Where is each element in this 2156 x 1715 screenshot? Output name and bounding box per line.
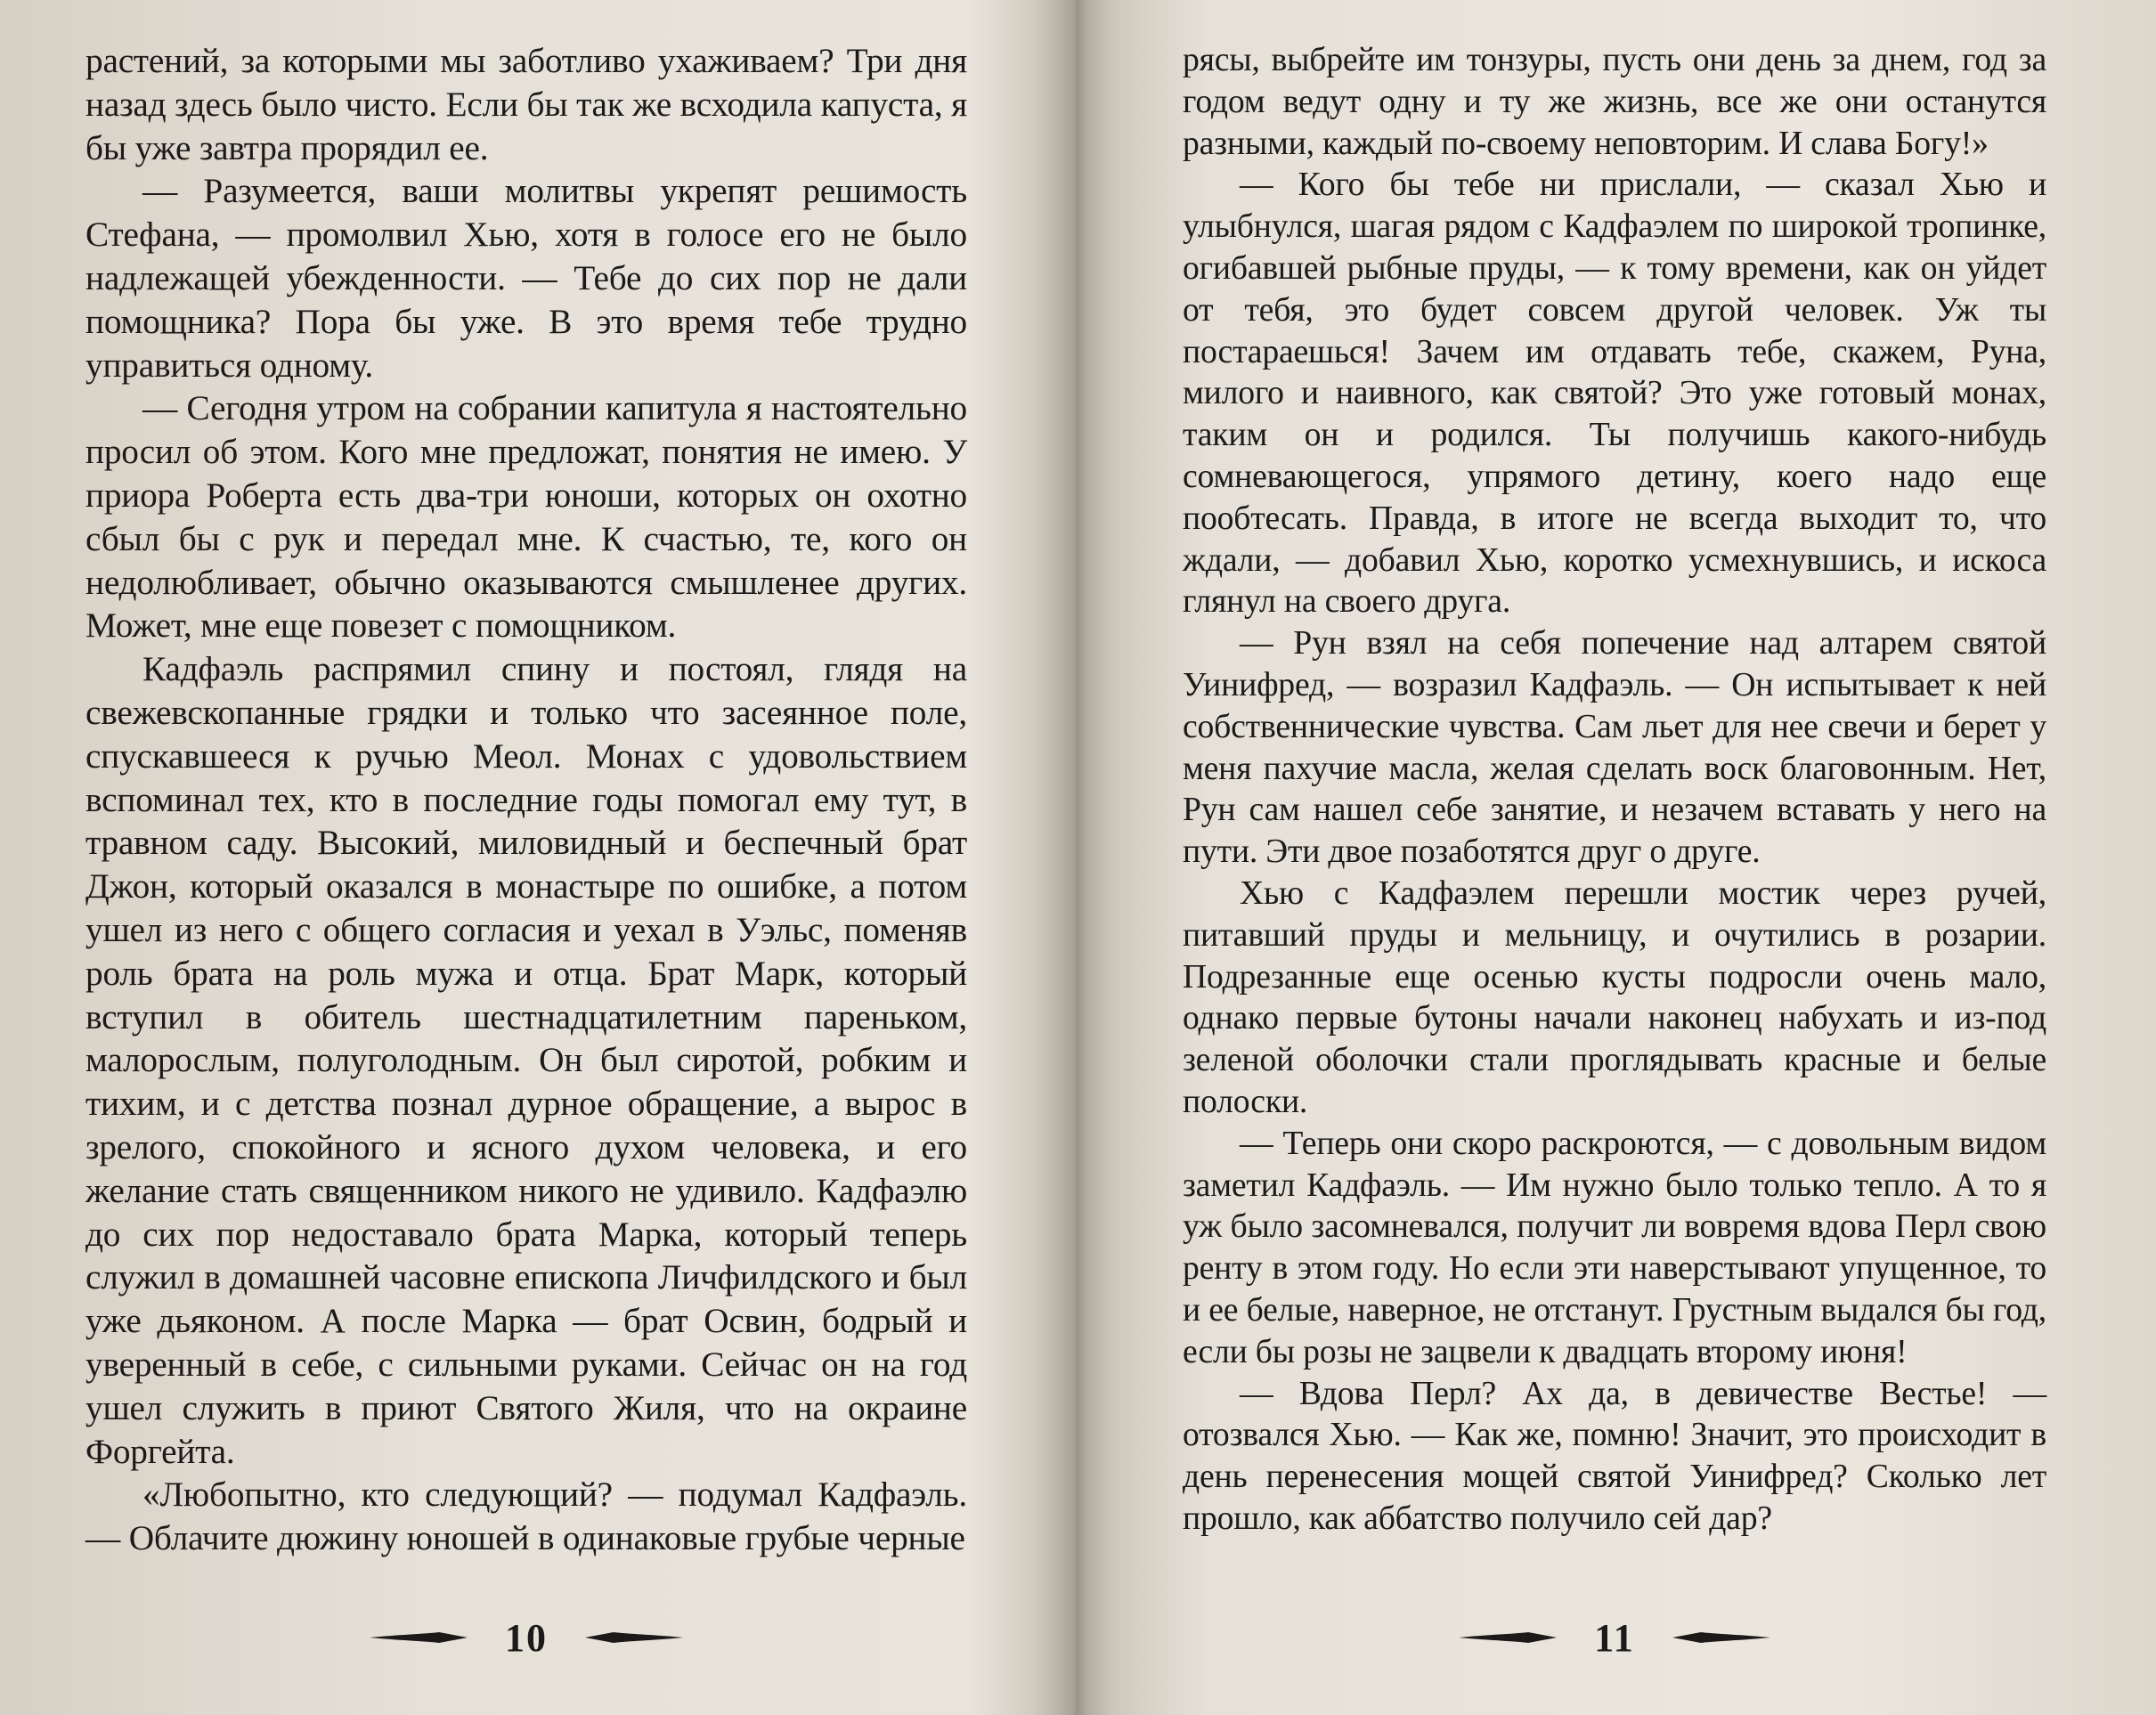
paragraph: рясы, выбрейте им тонзуры, пусть они день за днем, год за годом ведут одну и ту же жизнь, все же они останутся разными, каждый по-своему неповторим. И слава Богу!» bbox=[1183, 41, 2046, 162]
page-number: 11 bbox=[1594, 1615, 1635, 1660]
page-number: 10 bbox=[505, 1615, 548, 1660]
book-gutter bbox=[1033, 0, 1122, 1715]
right-ornament-icon bbox=[1672, 1629, 1770, 1646]
paragraph: Хью с Кадфаэлем перешли мостик через ручей, питавший пруды и мельницу, и очутились в розарии. Подрезанные еще осенью кусты подросли очень мало, однако первые бутоны начали наконец набухать и из-под зеленой оболочки стали проглядывать красные и белые полоски. bbox=[1183, 874, 2046, 1120]
paragraph: «Любопытно, кто следующий? — подумал Кадфаэль. — Облачите дюжину юношей в одинаковые грубые черные bbox=[85, 1475, 967, 1558]
left-ornament-icon bbox=[370, 1629, 468, 1646]
right-page-footer bbox=[1183, 1606, 2046, 1669]
left-page bbox=[85, 39, 967, 1678]
right-ornament-icon bbox=[585, 1629, 683, 1646]
paragraph: — Разумеется, ваши молитвы укрепят решимость Стефана, — промолвил Хью, хотя в голосе его не было надлежащей убежденности. — Тебе до сих пор не дали помощника? Пора бы уже. В это время тебе трудно управиться одному. bbox=[85, 171, 967, 385]
paragraph: — Рун взял на себя попечение над алтарем святой Уинифред, — возразил Кадфаэль. — Он испытывает к ней собственнические чувства. Сам льет для нее свечи и берет у меня пахучие масла, желая сделать воск благовонным. Нет, Рун сам нашел себе занятие, и незачем вставать у него на пути. Эти двое позаботятся друг о друге. bbox=[1183, 624, 2046, 871]
paragraph: — Теперь они скоро раскроются, — с довольным видом заметил Кадфаэль. — Им нужно было только тепло. А то я уж было засомневался, получит ли вовремя вдова Перл свою ренту в этом году. Но если эти наверстывают упущенное, то и ее белые, наверное, не отстанут. Грустным выдался бы год, если бы розы не зацвели к двадцать второму июня! bbox=[1183, 1124, 2046, 1370]
left-page-footer bbox=[85, 1606, 967, 1669]
paragraph: — Сегодня утром на собрании капитула я настоятельно просил об этом. Кого мне предложат, понятия не имею. У приора Роберта есть два-три юноши, которых он охотно сбыл бы с рук и передал мне. К счастью, те, кого он недолюбливает, обычно оказываются смышленее других. Может, мне еще повезет с помощником. bbox=[85, 388, 967, 646]
paragraph: — Вдова Перл? Ах да, в девичестве Вестье! — отозвался Хью. — Как же, помню! Значит, это происходит в день перенесения мощей святой Уинифред? Сколько лет прошло, как аббатство получило сей дар? bbox=[1183, 1374, 2046, 1537]
paragraph: — Кого бы тебе ни прислали, — сказал Хью и улыбнулся, шагая рядом с Кадфаэлем по широкой тропинке, огибавшей рыбные пруды, — к тому времени, как он уйдет от тебя, это будет совсем другой человек. Уж ты постараешься! Зачем им отдавать тебе, скажем, Руна, милого и наивного, как святой? Это уже готовый монах, таким он и родился. Ты получишь какого-нибудь сомневающегося, упрямого детину, коего надо еще пообтесать. Правда, в итоге не всегда выходит то, что ждали, — добавил Хью, коротко усмехнувшись, и искоса глянул на своего друга. bbox=[1183, 166, 2046, 621]
left-ornament-icon bbox=[1459, 1629, 1557, 1646]
paragraph: растений, за которыми мы заботливо ухаживаем? Три дня назад здесь было чисто. Если бы так же всходила капуста, я бы уже завтра прорядил ее. bbox=[85, 41, 967, 167]
right-page bbox=[1183, 39, 2046, 1678]
left-page-text bbox=[85, 39, 967, 1589]
right-page-text bbox=[1183, 39, 2046, 1589]
paragraph: Кадфаэль распрямил спину и постоял, глядя на свежевскопанные грядки и только что засеянное поле, спускавшееся к ручью Меол. Монах с удовольствием вспоминал тех, кто в последние годы помогал ему тут, в травном саду. Высокий, миловидный и беспечный брат Джон, который оказался в монастыре по ошибке, а потом ушел из него с общего согласия и уехал в Уэльс, поменяв роль брата на роль мужа и отца. Брат Марк, который вступил в обитель шестнадцатилетним пареньком, малорослым, полуголодным. Он был сиротой, робким и тихим, и с детства познал дурное обращение, а вырос в зрелого, спокойного и ясного духом человека, и его желание стать священником никого не удивило. Кадфаэлю до сих пор недоставало брата Марка, который теперь служил в домашней часовне епископа Личфилдского и был уже дьяконом. А после Марка — брат Освин, бодрый и уверенный в себе, с сильными руками. Сейчас он на год ушел служить в приют Святого Жиля, что на окраине Форгейта. bbox=[85, 649, 967, 1471]
